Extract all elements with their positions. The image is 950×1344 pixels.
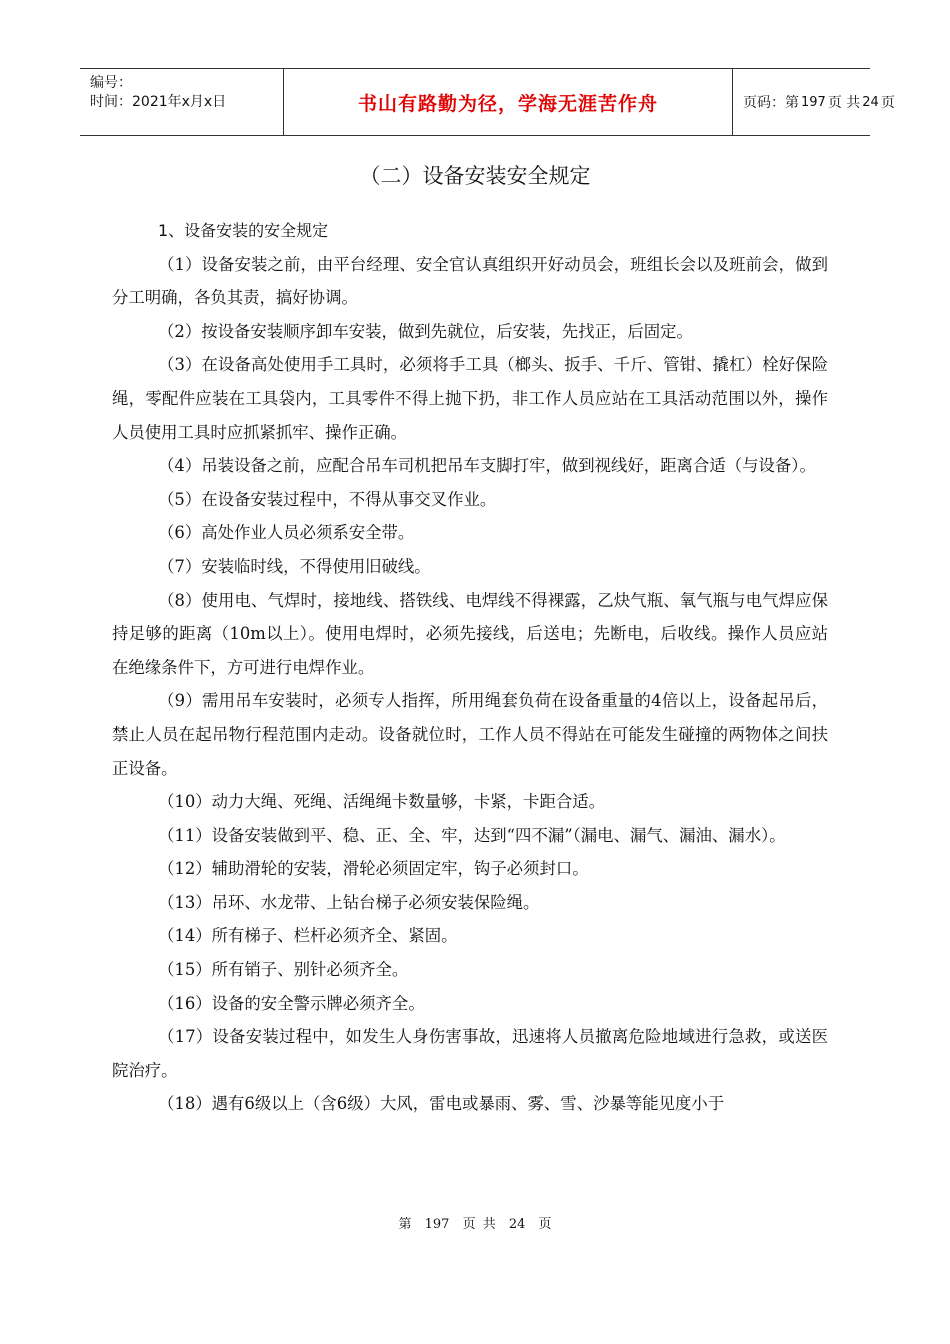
page-current: 197 [801,94,826,110]
paragraph: （9）需用吊车安装时，必须专人指挥，所用绳套负荷在设备重量的4倍以上，设备起吊后，禁止人员在起吊物行程范围内走动。设备就位时，工作人员不得站在可能发生碰撞的两物体之间扶正设备。 [112,691,828,778]
paragraph: （15）所有销子、别针必须齐全。 [158,960,409,980]
paragraph: （8）使用电、气焊时，接地线、搭铁线、电焊线不得裸露，乙炔气瓶、氧气瓶与电气焊应保持足够的距离（10m以上）。使用电焊时，必须先接线，后送电；先断电，后收线。操作人员应站在绝缘条件下，方可进行电焊作业。 [112,590,828,677]
paragraph: （5）在设备安装过程中，不得从事交叉作业。 [158,489,497,509]
header-page-info [733,69,895,135]
footer-current: 197 [424,1217,450,1232]
footer-total: 24 [508,1217,526,1232]
paragraph: （4）吊装设备之前，应配合吊车司机把吊车支脚打牢，做到视线好，距离合适（与设备）。 [158,456,816,476]
paragraph: （12）辅助滑轮的安装，滑轮必须固定牢，钩子必须封口。 [158,859,589,879]
page-total: 24 [862,94,879,110]
document-title: （二）设备安装安全规定 [359,164,591,188]
paragraph: （10）动力大绳、死绳、活绳绳卡数量够，卡紧，卡距合适。 [158,792,606,812]
paragraph: （1）设备安装之前，由平台经理、安全官认真组织开好动员会，班组长会以及班前会，做到分工明确，各负其责，搞好协调。 [112,254,828,308]
paragraph: （18）遇有6级以上（含6级）大风，雷电或暴雨、雾、雪、沙暴等能见度小于 [158,1094,725,1114]
footer-suffix: 页 [538,1217,552,1232]
document-body [112,214,828,1121]
paragraph: （13）吊环、水龙带、上钻台梯子必须安装保险绳。 [158,892,540,912]
page-footer [0,1213,950,1232]
paragraph: （2）按设备安装顺序卸车安装，做到先就位，后安装，先找正，后固定。 [158,321,693,341]
footer-mid: 页 共 [462,1217,496,1232]
page-header [80,68,895,136]
time-label: 时间：2021年x月x日 [90,94,227,110]
serial-label: 编号： [90,75,132,91]
paragraph: （7）安装临时线，不得使用旧破线。 [158,556,431,576]
paragraph: （6）高处作业人员必须系安全带。 [158,523,415,543]
paragraph: （3）在设备高处使用手工具时，必须将手工具（榔头、扳手、千斤、管钳、撬杠）栓好保险绳，零配件应装在工具袋内，工具零件不得上抛下扔，非工作人员应站在工具活动范围以外，操作人员使用工具时应抓紧抓牢、操作正确。 [112,355,828,442]
header-meta-cell [80,69,283,135]
footer-prefix: 第 [398,1217,412,1232]
page-prefix: 页码：第 [743,95,799,111]
paragraph: （16）设备的安全警示牌必须齐全。 [158,993,425,1013]
paragraph: （17）设备安装过程中，如发生人身伤害事故，迅速将人员撤离危险地域进行急救，或送医院治疗。 [112,1027,828,1080]
header-motto: 书山有路勤为径，学海无涯苦作舟 [283,69,733,135]
paragraph: （11）设备安装做到平、稳、正、全、牢，达到“四不漏”（漏电、漏气、漏油、漏水）。 [158,825,786,845]
page-mid: 页 共 [827,95,861,111]
paragraph: （14）所有梯子、栏杆必须齐全、紧固。 [158,926,458,946]
page-suffix: 页 [880,95,895,111]
section-heading: 1、设备安装的安全规定 [158,221,329,240]
